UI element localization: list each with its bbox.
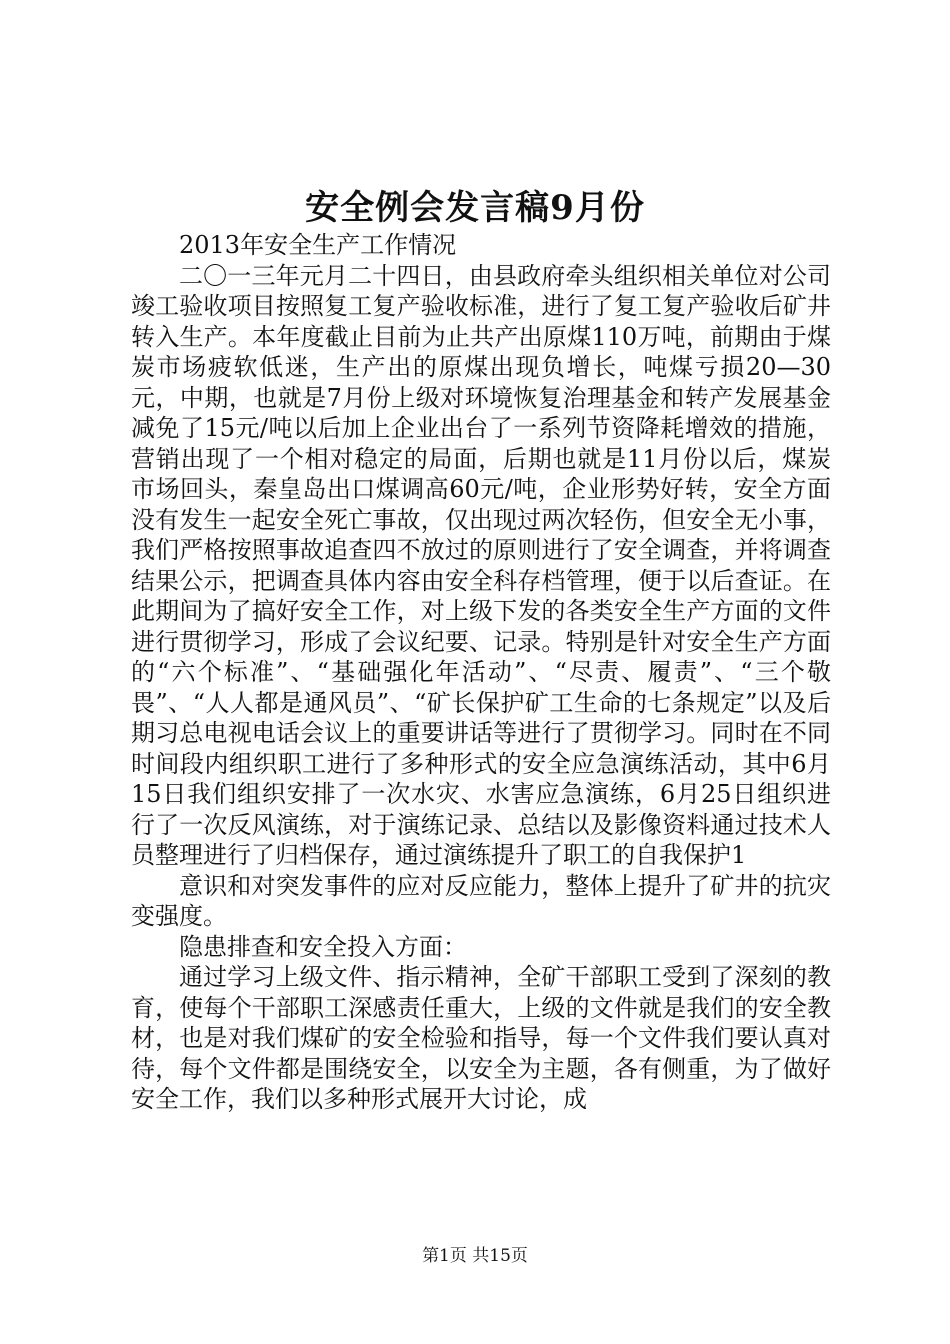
document-body — [131, 230, 831, 1115]
paragraph-study: 通过学习上级文件、指示精神，全矿干部职工受到了深刻的教育，使每个干部职工深感责任重大，上级的文件就是我们的安全教材，也是对我们煤矿的安全检验和指导，每一个文件我们要认真对待，每个文件都是围绕安全，以安全为主题，各有侧重，为了做好安全工作，我们以多种形式展开大讨论，成 — [131, 963, 831, 1113]
paragraph-heading-2013: 2013年安全生产工作情况 — [179, 231, 457, 259]
document-title: 安全例会发言稿9月份 — [305, 188, 645, 228]
paragraph-work-summary: 二〇一三年元月二十四日，由县政府牵头组织相关单位对公司竣工验收项目按照复工复产验收标准，进行了复工复产验收后矿井转入生产。本年度截止目前为止共产出原煤110万吨，前期由于煤炭市场疲软低迷，生产出的原煤出现负增长，吨煤亏损20—30元，中期，也就是7月份上级对环境恢复治理基金和转产发展基金减免了15元/吨以后加上企业出台了一系列节资降耗增效的措施，营销出现了一个相对稳定的局面，后期也就是11月份以后，煤炭市场回头，秦皇岛出口煤调高60元/吨，企业形势好转，安全方面没有发生一起安全死亡事故，仅出现过两次轻伤，但安全无小事，我们严格按照事故追查四不放过的原则进行了安全调查，并将调查结果公示，把调查具体内容由安全科存档管理，便于以后查证。在此期间为了搞好安全工作，对上级下发的各类安全生产方面的文件进行贯彻学习，形成了会议纪要、记录。特别是针对安全生产方面的“六个标准”、“基础强化年活动”、“尽责、履责”、“三个敬畏”、“人人都是通风员”、“矿长保护矿工生命的七条规定”以及后期习总电视电话会议上的重要讲话等进行了贯彻学习。同时在不同时间段内组织职工进行了多种形式的安全应急演练活动，其中6月15日我们组织安排了一次水灾、水害应急演练，6月25日组织进行了一次反风演练，对于演练记录、总结以及影像资料通过技术人员整理进行了归档保存，通过演练提升了职工的自我保护1 — [131, 261, 831, 869]
paragraph-awareness: 意识和对突发事件的应对反应能力，整体上提升了矿井的抗灾变强度。 — [131, 871, 831, 930]
page-footer: 第1页 共15页 — [422, 1246, 528, 1266]
paragraph-heading-hazard: 隐患排查和安全投入方面： — [179, 932, 467, 961]
